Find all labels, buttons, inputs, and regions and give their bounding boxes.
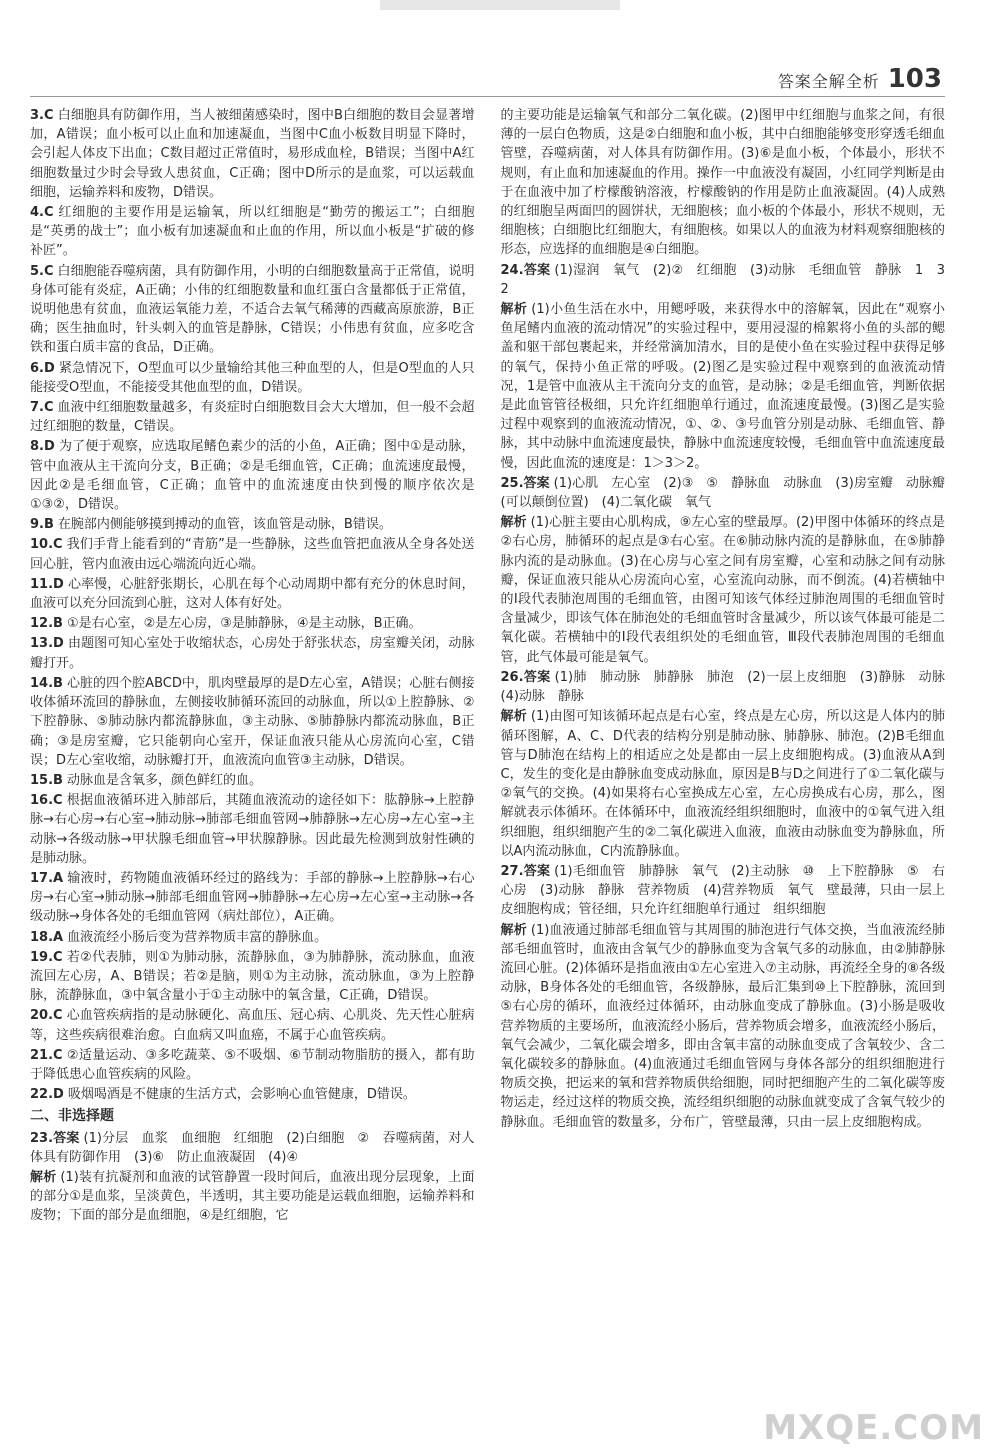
- answer-item: [30, 575, 475, 613]
- answer-number: 24.答案: [500, 262, 551, 278]
- left-answer-list: [30, 106, 475, 1104]
- explanation-text: (1)血液通过肺部毛细血管与其周围的肺泡进行气体交换，当血液流经肺部毛细血管时，血液由含氧气少的静脉血变为含氧气多的动脉血，由②肺静脉流回心脏。(2)体循环是指血液由①左心室进入⑦主动脉，再流经全身的⑧各级动脉，B身体各处的毛细血管，各级静脉，最后汇集到⑩上下腔静脉，流回到⑤右心房的循环，血液经过体循环，由动脉血变成了静脉血。(3)小肠是吸收营养物质的主要场所，血液流经小肠后，营养物质会增多，血液流经小肠后，氧气会减少，二氧化碳会增多，即由含氧丰富的动脉血变成了含氧较少、含二氧化碳较多的静脉血。(4)血液通过毛细血管网与身体各部分的组织细胞进行物质交换，把运来的氧和营养物质供给细胞，同时把细胞产生的二氧化碳等废物运走，经过这样的物质交换，流经组织细胞的动脉血就变成了含氧气较少的静脉血。毛细血管的数量多，分布广，管壁最薄，只由一层上皮细胞构成。: [500, 922, 945, 1130]
- explanation-label: 解析: [500, 922, 527, 938]
- answer-item: [30, 398, 475, 436]
- answer-item: [30, 791, 475, 868]
- explanation-text: (1)小鱼生活在水中，用鳃呼吸，来获得水中的溶解氧，因此在“观察小鱼尾鳍内血液的流动情况”的实验过程中，要用浸湿的棉絮将小鱼的头部的鳃盖和躯干部包裹起来，并经常滴加清水，目的是使小鱼在实验过程中获得足够的氧气，保持小鱼正常的呼吸。(2)图乙是实验过程中观察到的血液流动情况，1是管中血液从主干流向分支的血管，是动脉；②是毛细血管，判断依据是此血管管径极细，只允许红细胞单行通过，血流速度最慢。(3)图乙是实验过程中观察到的血液流动情况，①、②、③号血管分别是动脉、毛细血管、静脉，其中动脉中血流速度最快，静脉中血流速度较慢，毛细血管中血流速度最慢，因此血流的速度是：1＞3＞2。: [500, 302, 945, 471]
- answer-item: [501, 862, 946, 920]
- answer-text: 血液流经小肠后变为营养物质丰富的静脉血。: [67, 929, 328, 945]
- answer-item: [30, 928, 475, 947]
- answer-text: (1)分层 血浆 血细胞 红细胞 (2)白细胞 ② 吞噬病菌，对人体具有防御作用 (3)⑥ 防止血液凝固 (4)④: [30, 1130, 475, 1165]
- answer-text: ②适量运动、③多吃蔬菜、⑤不吸烟、⑥节制动物脂肪的摄入，都有助于降低患心血管疾病的风险。: [30, 1047, 475, 1082]
- answer-number: 12.B: [30, 616, 63, 632]
- explanation-23: [30, 1168, 475, 1226]
- answer-text: 白细胞具有防御作用，当人被细菌感染时，图中B白细胞的数目会显著增加，A错误；血小板可以止血和加速凝血，当图中C血小板数目明显下降时，会引起人体皮下出血；C数目超过正常值时，易形成血栓，B错误；当图中A红细胞数量过少时会导致人患贫血，C正确；图中D所示的是血浆，可以运载血细胞，运输养料和废物，D错误。: [30, 108, 475, 200]
- answer-item: [500, 261, 959, 299]
- answer-number: 6.D: [30, 360, 55, 376]
- answer-text: 在腕部内侧能够摸到搏动的血管，该血管是动脉，B错误。: [57, 517, 392, 533]
- answer-text: 根据血液循环进入肺部后，其随血液流动的途径如下：肱静脉→上腔静脉→右心房→右心室→肺动脉→肺部毛细血管网→肺静脉→左心房→左心室→主动脉→各级动脉→甲状腺毛细血管→甲状腺静脉。因此最先检测到放射性碘的是肺动脉。: [30, 793, 475, 866]
- answer-item: [30, 674, 475, 770]
- answer-text: 动脉血是含氧多，颜色鲜红的血。: [66, 772, 262, 788]
- answer-item: [500, 668, 959, 706]
- explanation: [501, 707, 946, 861]
- section-title: 二、非选择题: [30, 1108, 114, 1125]
- answer-text: (1)肺 肺动脉 肺静脉 肺泡 (2)一层上皮细胞 (3)静脉 动脉 (4)动脉 静脉: [500, 669, 959, 705]
- explanation: [501, 300, 946, 473]
- answer-number: 7.C: [30, 400, 54, 416]
- answer-text: 心血管疾病指的是动脉硬化、高血压、冠心病、心肌炎、先天性心脏病等，这些疾病很难治愈。白血病又叫血癌，不属于心血管疾病。: [30, 1008, 475, 1043]
- answer-item: [30, 634, 475, 672]
- answer-item: [30, 948, 475, 1006]
- answer-number: 23.答案: [30, 1130, 80, 1146]
- answer-number: 3.C: [30, 108, 54, 123]
- header-title: 答案全解全析: [777, 72, 880, 91]
- explanation-label: 解析: [500, 709, 527, 725]
- answer-item-23: [30, 1129, 475, 1167]
- answer-text: ①是右心室，②是左心房，③是肺静脉，④是主动脉，B正确。: [66, 616, 422, 632]
- explanation: [501, 921, 946, 1132]
- answer-number: 11.D: [30, 576, 64, 592]
- answer-number: 19.C: [30, 949, 63, 965]
- answer-number: 10.C: [30, 537, 63, 553]
- answer-text: (1)毛细血管 肺静脉 氧气 (2)主动脉 ⑩ 上下腔静脉 ⑤ 右心房 (3)动脉 静脉 营养物质 (4)营养物质 氧气 壁最薄，只由一层上皮细胞构成；管径细，只允许红细胞单行通过 组织细胞: [500, 863, 946, 918]
- answer-text: 心率慢，心脏舒张期长，心肌在每个心动周期中都有充分的休息时间，血液可以充分回流到心脏，这对人体有好处。: [30, 576, 475, 612]
- answer-number: 26.答案: [500, 669, 551, 685]
- header-divider: [30, 96, 945, 97]
- answer-text: 由题图可知心室处于收缩状态，心房处于舒张状态，房室瓣关闭，动脉瓣打开。: [30, 636, 475, 671]
- watermark-logo: MXQE.COM: [763, 1408, 984, 1448]
- answer-text: 红细胞的主要作用是运输氧，所以红细胞是“勤劳的搬运工”；白细胞是“英勇的战士”；血小板有加速凝血和止血的作用，所以血小板是“扩破的修补匠”。: [30, 205, 475, 259]
- answer-number: 15.B: [30, 772, 63, 788]
- answer-number: 21.C: [30, 1047, 63, 1063]
- answer-item: [30, 869, 475, 927]
- answer-text: 心脏的四个腔ABCD中，肌肉壁最厚的是D左心室，A错误；心脏右侧接收体循环流回的静脉血，左侧接收肺循环流回的动脉血，所以①上腔静脉、②下腔静脉、⑤肺动脉内都流静脉血，③主动脉、⑤肺静脉内都流动脉血，B正确；③是房室瓣，它只能朝向心室开，保证血液只能从心房流向心室，C错误；D左心室收缩，动脉瓣打开，血液流向血管③主动脉，D错误。: [30, 675, 475, 768]
- answer-text: 我们手背上能看到的“青筋”是一些静脉，这些血管把血液从全身各处送回心脏，管内血液由远心端流向近心端。: [30, 537, 475, 572]
- answer-number: 9.B: [30, 517, 54, 533]
- answer-item: [30, 535, 475, 573]
- explanation-23-continued: 的主要功能是运输氧气和部分二氧化碳。(2)图甲中红细胞与血浆之间，有很薄的一层白色物质，这是②白细胞和血小板，其中白细胞能够变形穿透毛细血管壁，吞噬病菌，对人体具有防御作用。(3)⑥是血小板，个体最小，形状不规则，有止血和加速凝血的作用。操作一中血液没有凝固，小红同学判断是由于在血液中加了柠檬酸钠溶液，柠檬酸钠的作用是防止血液凝固。(4)人成熟的红细胞呈两面凹的圆饼状，无细胞核；血小板的个体最小，形状不规则，无细胞核；白细胞比红细胞大，有细胞核。如果以人的血液为材料观察细胞核的形态，应选择的血细胞是④白细胞。: [500, 108, 945, 258]
- answer-text: 紧急情况下，O型血可以少量输给其他三种血型的人，但是O型血的人只能接受O型血，不能接受其他血型的血，D错误。: [30, 360, 475, 395]
- answer-text: (1)湿润 氧气 (2)② 红细胞 (3)动脉 毛细血管 静脉 1 3 2: [500, 262, 959, 297]
- answer-number: 18.A: [30, 929, 64, 945]
- left-column: [30, 106, 475, 1441]
- answer-text: 为了便于观察，应选取尾鳍色素少的活的小鱼，A正确；图中①是动脉，管中血液从主干流向分支，B正确；②是毛细血管，C正确；血流速度最慢，因此②是毛细血管，C正确；血管中的血流速度由快到慢的顺序依次是①③②，D错误。: [30, 439, 475, 513]
- answer-number: 5.C: [30, 263, 54, 279]
- answer-number: 13.D: [30, 636, 64, 652]
- answer-number: 27.答案: [500, 863, 551, 879]
- answer-text: 血液中红细胞数量越多，有炎症时白细胞数目会大大增加，但一般不会超过红细胞的数量，C错误。: [30, 400, 475, 435]
- answer-number: 4.C: [30, 205, 54, 221]
- page-header: [778, 64, 942, 94]
- answer-number: 8.D: [30, 439, 55, 455]
- right-answer-list: [500, 261, 959, 1132]
- answer-number: 14.B: [30, 675, 63, 691]
- answer-item: [501, 474, 946, 512]
- answer-item: [30, 203, 475, 261]
- explanation-text: (1)心脏主要由心肌构成，⑨左心室的壁最厚。(2)甲图中体循环的终点是②右心房，肺循环的起点是③右心室。在⑥肺动脉内流的是静脉血，在⑤肺静脉内流的是动脉血。(3)在心房与心室之间有房室瓣，心室和动脉之间有动脉瓣，保证血液只能从心房流向心室，心室流向动脉，而不倒流。(4)若横轴中的Ⅰ段代表肺泡周围的毛细血管，由图可知该气体经过肺泡周围的毛细血管时含量减少，即该气体在肺泡处的毛细血管时含量减少，所以该气体最可能是二氧化碳。若横轴中的Ⅰ段代表组织处的毛细血管，Ⅲ段代表肺泡周围的毛细血管，此气体最可能是氧气。: [500, 515, 945, 665]
- answer-text: 输液时，药物随血液循环经过的路线为：手部的静脉→上腔静脉→右心房→右心室→肺动脉→肺部毛细血管网→肺静脉→左心房→左心室→主动脉→各级动脉→身体各处的毛细血管网（病灶部位），A正确。: [30, 870, 475, 925]
- answer-number: 16.C: [30, 793, 63, 809]
- answer-number: 22.D: [30, 1087, 64, 1103]
- scan-artifact: [380, 0, 620, 10]
- page-number: 103: [887, 64, 942, 94]
- answer-item: [30, 614, 475, 633]
- answer-item: [30, 359, 475, 397]
- explanation-text: (1)装有抗凝剂和血液的试管静置一段时间后，血液出现分层现象，上面的部分①是血浆，呈淡黄色，半透明，其主要功能是运载血细胞，运输养料和废物；下面的部分是血细胞，④是红细胞，它: [30, 1169, 475, 1224]
- explanation: [501, 513, 946, 667]
- explanation-label: 解析: [500, 302, 528, 318]
- answer-text: 若②代表肺，则①为肺动脉，流静脉血，③为肺静脉，流动脉血，血液流回左心房，A、B错误；若②是脑，则①为主动脉，流动脉血，③为上腔静脉，流静脉血，③中氧含量小于①主动脉中的氧含量，C正确，D错误。: [30, 949, 475, 1004]
- explanation-text: (1)由图可知该循环起点是右心室，终点是左心房，所以这是人体内的肺循环图解，A、C、D代表的结构分别是肺动脉、肺静脉、肺泡。(2)B毛细血管与D肺泡在结构上的相适应之处是都由一层上皮细胞构成。(3)血液从A到C，发生的变化是由静脉血变成动脉血，原因是B与D之间进行了①二氧化碳与②氧气的交换。(4)如果将右心室换成左心室，左心房换成右心房，那么，图解就表示体循环。在体循环中，血液流经组织细胞时，血液中的①氧气进入组织细胞，组织细胞产生的②二氧化碳进入血液，血液由动脉血变为静脉血，所以A内流动脉血，C内流静脉血。: [500, 709, 945, 859]
- answer-item: [30, 1006, 475, 1044]
- answer-item: [30, 515, 475, 534]
- answer-item: [30, 106, 475, 202]
- answer-item: [30, 262, 475, 358]
- answer-item: [30, 1046, 475, 1084]
- answer-text: 吸烟喝酒是不健康的生活方式，会影响心血管健康，D错误。: [67, 1087, 416, 1103]
- explanation-label: 解析: [30, 1169, 57, 1185]
- right-column: [500, 106, 959, 1441]
- explanation-label: 解析: [500, 515, 527, 531]
- answer-number: 25.答案: [500, 475, 550, 491]
- answer-item: [30, 437, 475, 514]
- answer-item: [30, 1085, 475, 1104]
- answer-number: 20.C: [30, 1008, 63, 1024]
- answer-number: 17.A: [30, 870, 64, 886]
- answer-text: (1)心肌 左心室 (2)③ ⑤ 静脉血 动脉血 (3)房室瓣 动脉瓣(可以颠倒位置) (4)二氧化碳 氧气: [500, 475, 945, 511]
- answer-text: 白细胞能吞噬病菌，具有防御作用，小明的白细胞数量高于正常值，说明身体可能有炎症，A正确；小伟的红细胞数量和血红蛋白含量都低于正常值，说明他患有贫血，血液运氧能力差，不适合去氧气稀薄的西藏高原旅游，B正确；医生抽血时，针头刺入的血管是静脉，C错误；小伟患有贫血，应多吃含铁和蛋白质丰富的食品，D正确。: [30, 263, 475, 356]
- answer-columns: [30, 106, 959, 1441]
- answer-item: [30, 771, 475, 790]
